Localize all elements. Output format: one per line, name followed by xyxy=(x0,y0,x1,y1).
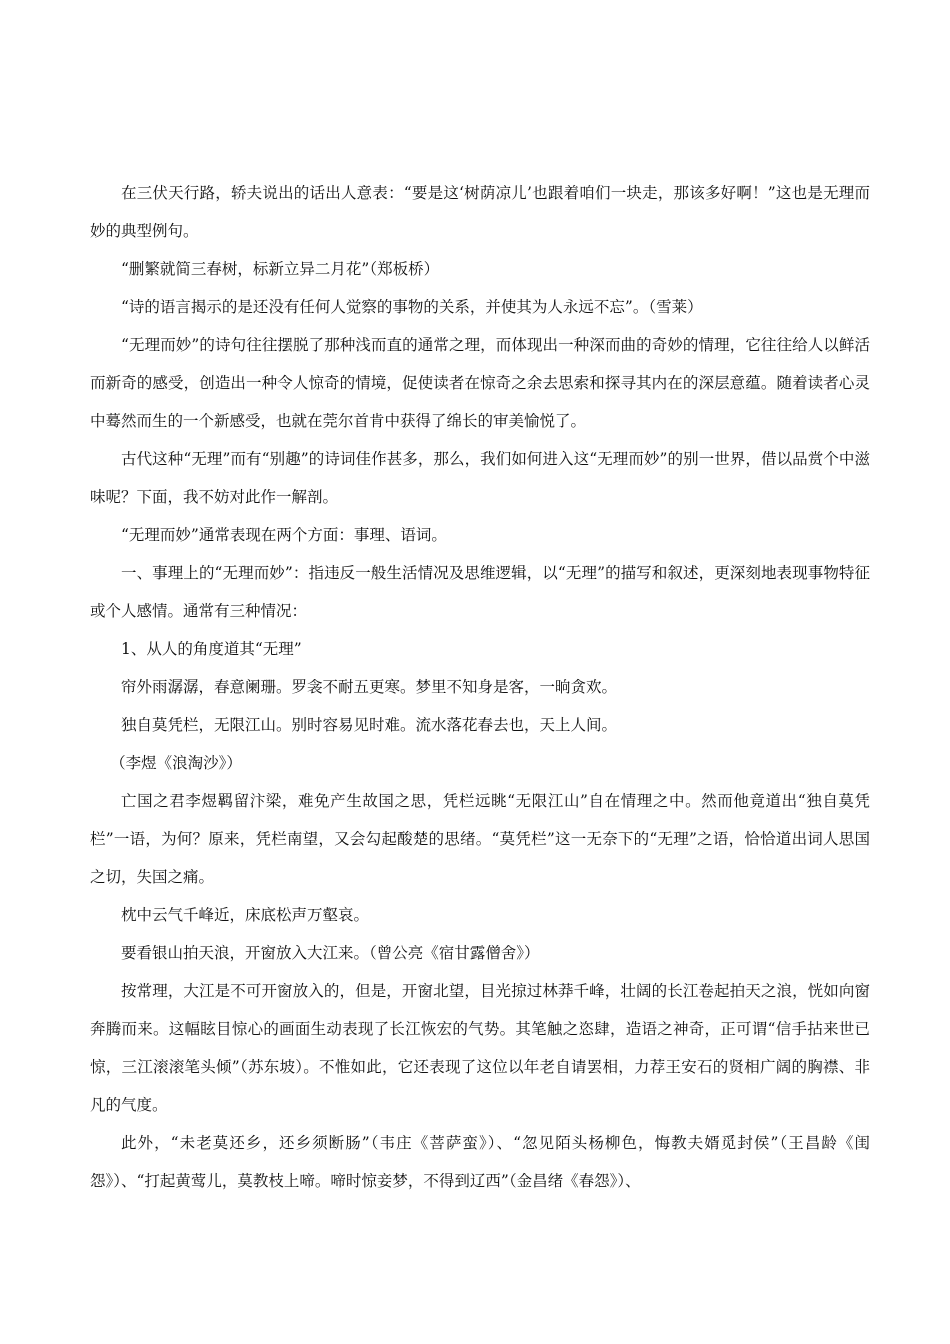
poem-line-1: 帘外雨潺潺，春意阑珊。罗衾不耐五更寒。梦里不知身是客，一晌贪欢。 xyxy=(121,678,618,696)
paragraph-2-quote: “删繁就简三春树，标新立异二月花”（郑板桥） xyxy=(121,260,440,278)
paragraph-analysis-3: 此外，“未老莫还乡，还乡须断肠”（韦庄《菩萨蛮》）、“忽见陌头杨柳色，悔教夫婿觅封侯”（王昌龄《闺怨》）、“打起黄莺儿，莫教枝上啼。啼时惊妾梦，不得到辽西”（金昌绪《春怨》）、 xyxy=(90,1134,870,1190)
poem-line-4: 要看银山拍天浪，开窗放入大江来。（曾公亮《宿甘露僧舍》） xyxy=(121,944,540,962)
paragraph-analysis-1: 亡国之君李煜羁留汴梁，难免产生故国之思，凭栏远眺“无限江山”自在情理之中。然而他竟道出“独自莫凭栏”一语，为何？原来，凭栏南望，又会勾起酸楚的思绪。“莫凭栏”这一无奈下的“无理”之语，恰恰道出词人思国之切，失国之痛。 xyxy=(90,792,870,886)
paragraph-analysis-2: 按常理，大江是不可开窗放入的，但是，开窗北望，目光掠过林莽千峰，壮阔的长江卷起拍天之浪，恍如向窗奔腾而来。这幅眩目惊心的画面生动表现了长江恢宏的气势。其笔触之恣肆，造语之神奇，正可谓“信手拈来世已惊，三江滚滚笔头倾”（苏东坡）。不惟如此，它还表现了这位以年老自请罢相，力荐王安石的贤相广阔的胸襟、非凡的气度。 xyxy=(90,982,870,1114)
poem-line-3: 枕中云气千峰近，床底松声万壑哀。 xyxy=(121,906,370,924)
section-heading-1: 一、事理上的“无理而妙”：指违反一般生活情况及思维逻辑，以“无理”的描写和叙述，更深刻地表现事物特征或个人感情。通常有三种情况： xyxy=(90,564,870,620)
paragraph-3-quote: “诗的语言揭示的是还没有任何人觉察的事物的关系，并使其为人永远不忘”。（雪莱） xyxy=(121,298,703,316)
paragraph-4: “无理而妙”的诗句往往摆脱了那种浅而直的通常之理，而体现出一种深而曲的奇妙的情理，它往往给人以鲜活而新奇的感受，创造出一种令人惊奇的情境，促使读者在惊奇之余去思索和探寻其内在的深层意蕴。随着读者心灵中蓦然而生的一个新感受，也就在莞尔首肯中获得了绵长的审美愉悦了。 xyxy=(90,336,870,430)
poem-line-2: 独自莫凭栏，无限江山。别时容易见时难。流水落花春去也，天上人间。 xyxy=(121,716,618,734)
document-body xyxy=(90,174,870,1200)
subsection-heading-1: 1、从人的角度道其“无理” xyxy=(121,640,302,658)
paragraph-1: 在三伏天行路，轿夫说出的话出人意表：“要是这‘树荫凉儿’也跟着咱们一块走，那该多好啊！”这也是无理而妙的典型例句。 xyxy=(90,184,870,240)
paragraph-5: 古代这种“无理”而有“别趣”的诗词佳作甚多，那么，我们如何进入这“无理而妙”的别一世界，借以品赏个中滋味呢？下面，我不妨对此作一解剖。 xyxy=(90,450,870,506)
paragraph-6: “无理而妙”通常表现在两个方面：事理、语词。 xyxy=(121,526,447,544)
poem-citation: （李煜《浪淘沙》） xyxy=(110,754,242,772)
